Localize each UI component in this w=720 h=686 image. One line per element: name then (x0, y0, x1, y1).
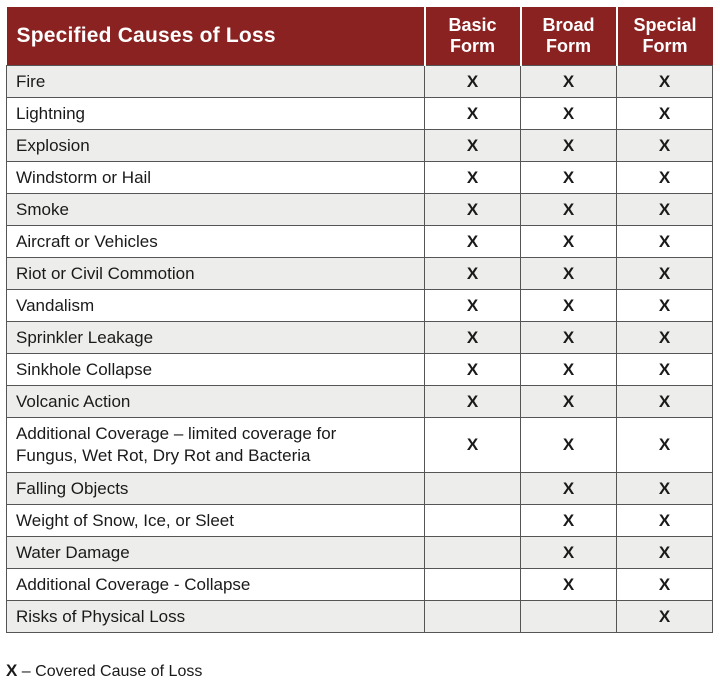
special-form-cell: X (617, 194, 713, 226)
special-form-cell: X (617, 162, 713, 194)
table-row (7, 505, 713, 537)
cause-cell: Additional Coverage - Collapse (7, 569, 425, 601)
basic-form-cell: X (425, 194, 521, 226)
column-header-broad-form (521, 7, 617, 66)
cause-cell: Fire (7, 66, 425, 98)
special-form-cell: X (617, 386, 713, 418)
cause-cell: Sprinkler Leakage (7, 322, 425, 354)
table-title: Specified Causes of Loss (7, 7, 425, 66)
special-form-cell: X (617, 258, 713, 290)
broad-form-cell: X (521, 98, 617, 130)
column-header-basic-form (425, 7, 521, 66)
broad-form-cell (521, 601, 617, 633)
special-form-cell: X (617, 130, 713, 162)
special-form-cell: X (617, 418, 713, 473)
cause-line: Fungus, Wet Rot, Dry Rot and Bacteria (16, 446, 311, 465)
legend-symbol: X (6, 661, 18, 680)
basic-form-cell (425, 505, 521, 537)
table-row (7, 386, 713, 418)
table-row (7, 98, 713, 130)
special-form-cell: X (617, 66, 713, 98)
broad-form-cell: X (521, 386, 617, 418)
column-header-line: Form (450, 36, 495, 56)
special-form-cell: X (617, 290, 713, 322)
special-form-cell: X (617, 354, 713, 386)
column-header-line: Basic (448, 15, 497, 35)
basic-form-cell: X (425, 226, 521, 258)
table-row (7, 418, 713, 473)
broad-form-cell: X (521, 354, 617, 386)
table-row (7, 130, 713, 162)
broad-form-cell: X (521, 226, 617, 258)
broad-form-cell: X (521, 537, 617, 569)
cause-line: Additional Coverage – limited coverage for (16, 424, 337, 443)
table-row (7, 537, 713, 569)
table-row (7, 66, 713, 98)
table-row (7, 601, 713, 633)
special-form-cell: X (617, 473, 713, 505)
broad-form-cell: X (521, 194, 617, 226)
basic-form-cell (425, 601, 521, 633)
broad-form-cell: X (521, 290, 617, 322)
column-header-line: Broad (542, 15, 595, 35)
cause-cell: Lightning (7, 98, 425, 130)
broad-form-cell: X (521, 569, 617, 601)
table-row (7, 354, 713, 386)
coverage-table-wrapper (6, 7, 712, 633)
broad-form-cell: X (521, 258, 617, 290)
basic-form-cell: X (425, 258, 521, 290)
broad-form-cell: X (521, 418, 617, 473)
cause-cell: Windstorm or Hail (7, 162, 425, 194)
special-form-cell: X (617, 537, 713, 569)
cause-cell: Smoke (7, 194, 425, 226)
basic-form-cell: X (425, 322, 521, 354)
basic-form-cell: X (425, 354, 521, 386)
basic-form-cell (425, 473, 521, 505)
table-header-row (7, 7, 713, 66)
basic-form-cell: X (425, 98, 521, 130)
cause-cell: Aircraft or Vehicles (7, 226, 425, 258)
legend-text: – Covered Cause of Loss (17, 663, 203, 680)
table-row (7, 569, 713, 601)
cause-cell: Volcanic Action (7, 386, 425, 418)
column-header-line: Form (546, 36, 591, 56)
table-row (7, 290, 713, 322)
legend (6, 661, 202, 681)
special-form-cell: X (617, 322, 713, 354)
basic-form-cell: X (425, 386, 521, 418)
basic-form-cell: X (425, 290, 521, 322)
column-header-line: Form (642, 36, 688, 56)
table-row (7, 194, 713, 226)
cause-cell: Riot or Civil Commotion (7, 258, 425, 290)
basic-form-cell (425, 569, 521, 601)
cause-cell: Explosion (7, 130, 425, 162)
cause-cell: Water Damage (7, 537, 425, 569)
special-form-cell: X (617, 505, 713, 537)
cause-cell: Falling Objects (7, 473, 425, 505)
broad-form-cell: X (521, 322, 617, 354)
cause-cell: Sinkhole Collapse (7, 354, 425, 386)
cause-cell (7, 418, 425, 473)
special-form-cell: X (617, 98, 713, 130)
basic-form-cell (425, 537, 521, 569)
table-row (7, 473, 713, 505)
broad-form-cell: X (521, 66, 617, 98)
broad-form-cell: X (521, 162, 617, 194)
table-row (7, 322, 713, 354)
special-form-cell: X (617, 601, 713, 633)
broad-form-cell: X (521, 505, 617, 537)
column-header-special-form (617, 7, 713, 66)
cause-cell: Vandalism (7, 290, 425, 322)
broad-form-cell: X (521, 473, 617, 505)
special-form-cell: X (617, 569, 713, 601)
table-row (7, 226, 713, 258)
cause-cell: Weight of Snow, Ice, or Sleet (7, 505, 425, 537)
basic-form-cell: X (425, 66, 521, 98)
special-form-cell: X (617, 226, 713, 258)
basic-form-cell: X (425, 162, 521, 194)
basic-form-cell: X (425, 418, 521, 473)
cause-cell: Risks of Physical Loss (7, 601, 425, 633)
table-row (7, 162, 713, 194)
causes-of-loss-table (6, 7, 713, 633)
broad-form-cell: X (521, 130, 617, 162)
basic-form-cell: X (425, 130, 521, 162)
table-row (7, 258, 713, 290)
column-header-line: Special (633, 15, 697, 35)
